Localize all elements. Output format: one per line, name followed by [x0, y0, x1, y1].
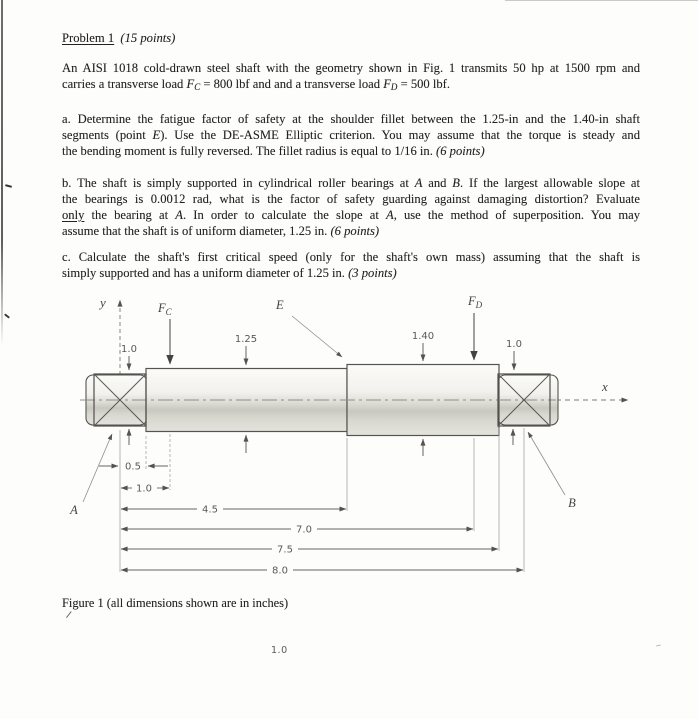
- problem-title: Problem 1: [62, 31, 115, 45]
- intro-paragraph: [62, 61, 640, 96]
- part-c-line-2: [62, 266, 640, 282]
- part-b-paragraph: [62, 176, 640, 240]
- y-axis-label: y: [100, 295, 106, 310]
- part-a-paragraph: [62, 112, 640, 160]
- part-a-line-3-text: the bending moment is fully reversed. The fillet radius is equal to 1/16 in.: [62, 143, 437, 158]
- dim-05-label: 0.5: [125, 461, 141, 473]
- length-dimensions: [99, 462, 523, 577]
- part-c-line-2-text: simply supported and has a uniform diameter of 1.25 in.: [62, 265, 349, 280]
- page-number-mark: 1.0: [271, 645, 288, 656]
- intro-line-2: [62, 77, 640, 96]
- bearing-a-label: A: [70, 503, 78, 517]
- pencil-mark: [656, 644, 661, 646]
- force-fc-symbol: F: [158, 301, 166, 315]
- force-fc-subscript: C: [165, 307, 172, 317]
- part-a-line-3: [62, 144, 640, 160]
- bearing-callouts: [69, 432, 576, 517]
- problem-heading: [62, 31, 640, 47]
- pencil-mark: [5, 184, 12, 188]
- part-c-points: (3 points): [348, 265, 397, 280]
- pencil-mark: [66, 611, 72, 618]
- part-b-line-4-text: assume that the shaft is of uniform diameter, 1.25 in.: [62, 223, 331, 238]
- part-b-line-1-mid: and: [422, 176, 453, 190]
- intro-line-2-mid: = 800 lbf and and a transverse load: [200, 76, 384, 91]
- part-b-line-2: the bearings is 0.0012 rad, what is the factor of safety guarding against damaging distortion? Evaluate: [62, 191, 640, 206]
- dia-right-journal-label: 1.0: [506, 339, 522, 350]
- variable-b: B: [452, 176, 460, 190]
- point-e-leader-arrow-icon: [292, 316, 342, 357]
- part-b-line-1: [62, 176, 640, 192]
- part-a-line-1: a. Determine the fatigue factor of safety at the shoulder fillet between the 1.25-in and the 1.40-in shaft: [62, 112, 640, 126]
- bearing-b-label: B: [568, 496, 576, 510]
- force-fd-label: [467, 294, 483, 310]
- part-c-paragraph: [62, 250, 640, 282]
- part-b-line-4: [62, 224, 640, 240]
- part-b-points: (6 points): [330, 223, 380, 238]
- dim-45-label: 4.5: [202, 504, 218, 516]
- intro-line-2-end: = 500 lbf.: [397, 76, 450, 91]
- variable-fd-subscript: D: [390, 81, 398, 92]
- force-fc-label: [157, 301, 173, 317]
- point-e-callout: [275, 298, 342, 357]
- force-fd-subscript: D: [475, 300, 483, 310]
- variable-a: A: [385, 207, 394, 222]
- shaft-body: [80, 365, 558, 436]
- intro-line-2-text: carries a transverse load: [62, 76, 187, 91]
- point-e-label: E: [276, 298, 284, 312]
- variable-a: A: [175, 207, 183, 222]
- variable-fd: F: [383, 76, 391, 91]
- problem-points: (15 points): [120, 31, 176, 45]
- figure-1-shaft-drawing: [0, 288, 698, 598]
- part-b-line-1-post: . If the largest allowable slope at: [460, 176, 641, 190]
- underlined-only: only: [62, 207, 85, 222]
- figure-caption: Figure 1 (all dimensions shown are in inches): [62, 596, 289, 610]
- dia-seg1-label: 1.25: [234, 334, 258, 345]
- variable-fc: F: [186, 76, 195, 91]
- dia-seg2-label: 1.40: [411, 331, 435, 342]
- part-a-line-2: [62, 128, 640, 144]
- variable-fc-subscript: C: [194, 81, 201, 92]
- dim-75-label: 7.5: [277, 544, 293, 556]
- part-a-points: (6 points): [436, 143, 485, 158]
- part-b-line-1-pre: b. The shaft is simply supported in cylindrical roller bearings at: [62, 176, 415, 190]
- variable-e: E: [152, 127, 161, 142]
- bearing-a-leader-arrow-icon: [83, 434, 112, 502]
- dim-80-label: 8.0: [272, 565, 288, 577]
- part-b-line-3-t2: . In order to calculate the slope at: [182, 207, 386, 222]
- part-a-line-2-pre: segments (point: [62, 127, 153, 142]
- applied-forces: [157, 294, 483, 364]
- variable-a: A: [414, 176, 423, 190]
- intro-line-1: An AISI 1018 cold-drawn steel shaft with the geometry shown in Fig. 1 transmits 50 hp at 1500 rpm and: [62, 61, 640, 75]
- part-c-line-1: c. Calculate the shaft's first critical speed (only for the shaft's own mass) assuming that the shaft is: [62, 250, 640, 264]
- bearing-b-leader-arrow-icon: [528, 432, 565, 495]
- force-fd-symbol: F: [468, 294, 476, 308]
- dia-left-journal-label: 1.0: [121, 344, 137, 355]
- problem-title-line: [62, 31, 640, 47]
- part-b-line-3-t3: , use the method of superposition. You may: [393, 207, 640, 222]
- part-a-line-2-post: ). Use the DE-ASME Elliptic criterion. You may assume that the torque is steady and: [160, 127, 640, 142]
- part-b-line-3: [62, 208, 640, 224]
- scan-top-hairline: [505, 0, 698, 1]
- extension-lines: [120, 428, 524, 572]
- part-b-line-3-t1: the bearing at: [84, 207, 176, 222]
- dim-10-label: 1.0: [136, 483, 152, 495]
- x-axis-label: x: [602, 379, 608, 394]
- dim-70-label: 7.0: [296, 524, 312, 536]
